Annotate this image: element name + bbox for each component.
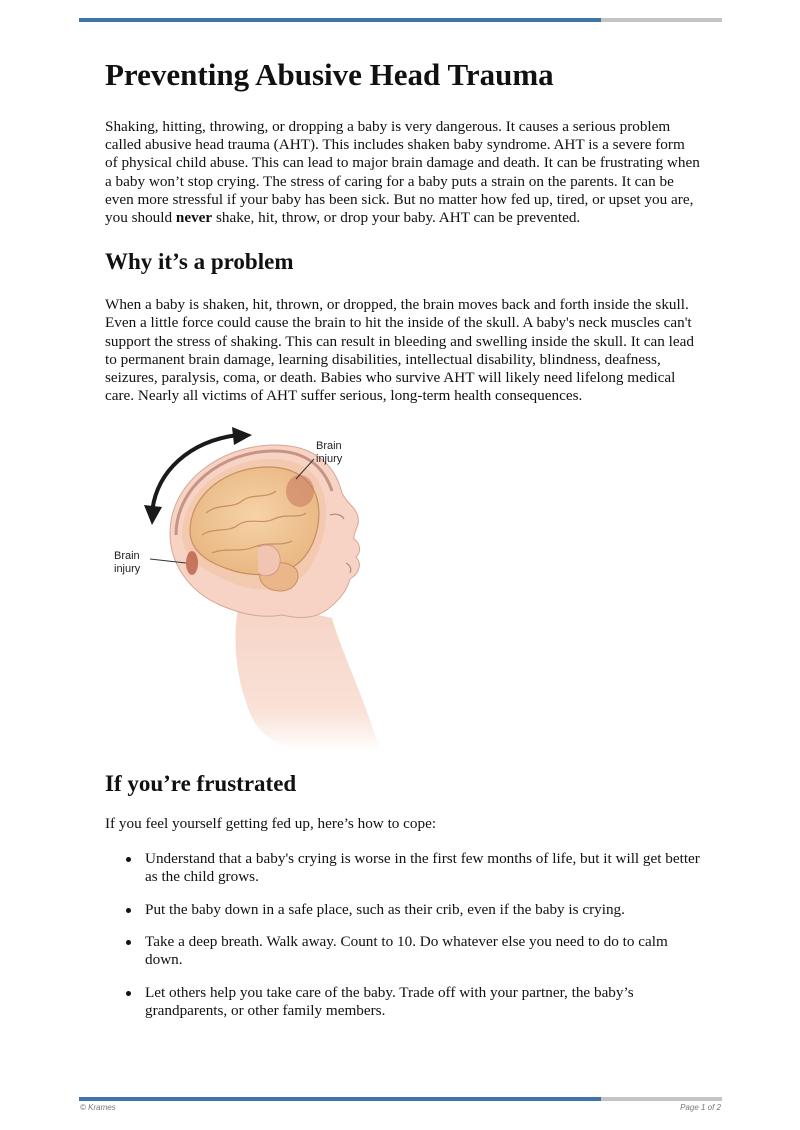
intro-text-end: shake, hit, throw, or drop your baby. AHT can be prevented.: [212, 209, 581, 227]
ear-shape: [258, 545, 280, 576]
bottom-divider-accent: [79, 1097, 601, 1101]
footer-page-number: Page 1 of 2: [680, 1103, 721, 1112]
list-item: Put the baby down in a safe place, such as their crib, even if the baby is crying.: [145, 901, 700, 919]
label-brain-injury-left-line1: Brain: [114, 550, 140, 563]
top-divider-bar: [79, 18, 722, 22]
top-divider-accent: [79, 18, 601, 22]
page-title: Preventing Abusive Head Trauma: [105, 57, 554, 92]
footer-copyright: © Krames: [80, 1103, 116, 1112]
label-brain-injury-top-line1: Brain: [316, 440, 342, 453]
arrow-head-bottom: [144, 505, 162, 525]
list-item: Understand that a baby's crying is worse in the first few months of life, but it will get better as the child grows.: [145, 849, 700, 885]
baby-neck-shape: [235, 598, 380, 751]
label-brain-injury-left-line2: injury: [114, 563, 141, 576]
list-item: Take a deep breath. Walk away. Count to 10. Do whatever else you need to do to calm down.: [145, 933, 700, 969]
bottom-divider-bar: [79, 1097, 722, 1101]
document-body: [105, 55, 700, 1035]
injury-spot-top: [286, 475, 314, 507]
frustrated-section-intro: If you feel yourself getting fed up, here’s how to cope:: [105, 815, 437, 833]
why-section-heading: Why it’s a problem: [105, 249, 294, 275]
intro-text-start: Shaking, hitting, throwing, or dropping a baby is very dangerous. It causes a serious problem called abusive head trauma (AHT). This includes shaken baby syndrome. AHT is a severe form of physical child abuse. This can lead to major brain damage and death. It can be frustrating when a baby won’t stop crying. The stress of caring for a baby puts a strain on the parents. It can be even more stressful if your baby has been sick. But no matter how fed up, tired, or upset you are, you should: [105, 118, 700, 227]
intro-paragraph: [105, 118, 700, 227]
list-item: Let others help you take care of the baby. Trade off with your partner, the baby’s grandparents, or other family members.: [145, 984, 700, 1020]
why-section-paragraph: When a baby is shaken, hit, thrown, or dropped, the brain moves back and forth inside the skull. Even a little force could cause the brain to hit the inside of the skull. A baby's neck muscles can't support the stress of shaking. This can result in bleeding and swelling inside the skull. It can lead to permanent brain damage, learning disabilities, intellectual disability, blindness, deafness, seizures, paralysis, coma, or death. Babies who survive AHT will likely need lifelong medical care. Nearly all victims of AHT suffer serious, long-term health consequences.: [105, 296, 694, 405]
frustrated-section-heading: If you’re frustrated: [105, 771, 297, 797]
label-brain-injury-top-line2: injury: [316, 453, 343, 466]
coping-tips-list: [105, 850, 700, 1021]
intro-emphasis: never: [175, 209, 213, 227]
arrow-head-top: [232, 427, 252, 445]
injury-spot-back: [186, 551, 198, 575]
baby-head-illustration: [110, 423, 410, 753]
